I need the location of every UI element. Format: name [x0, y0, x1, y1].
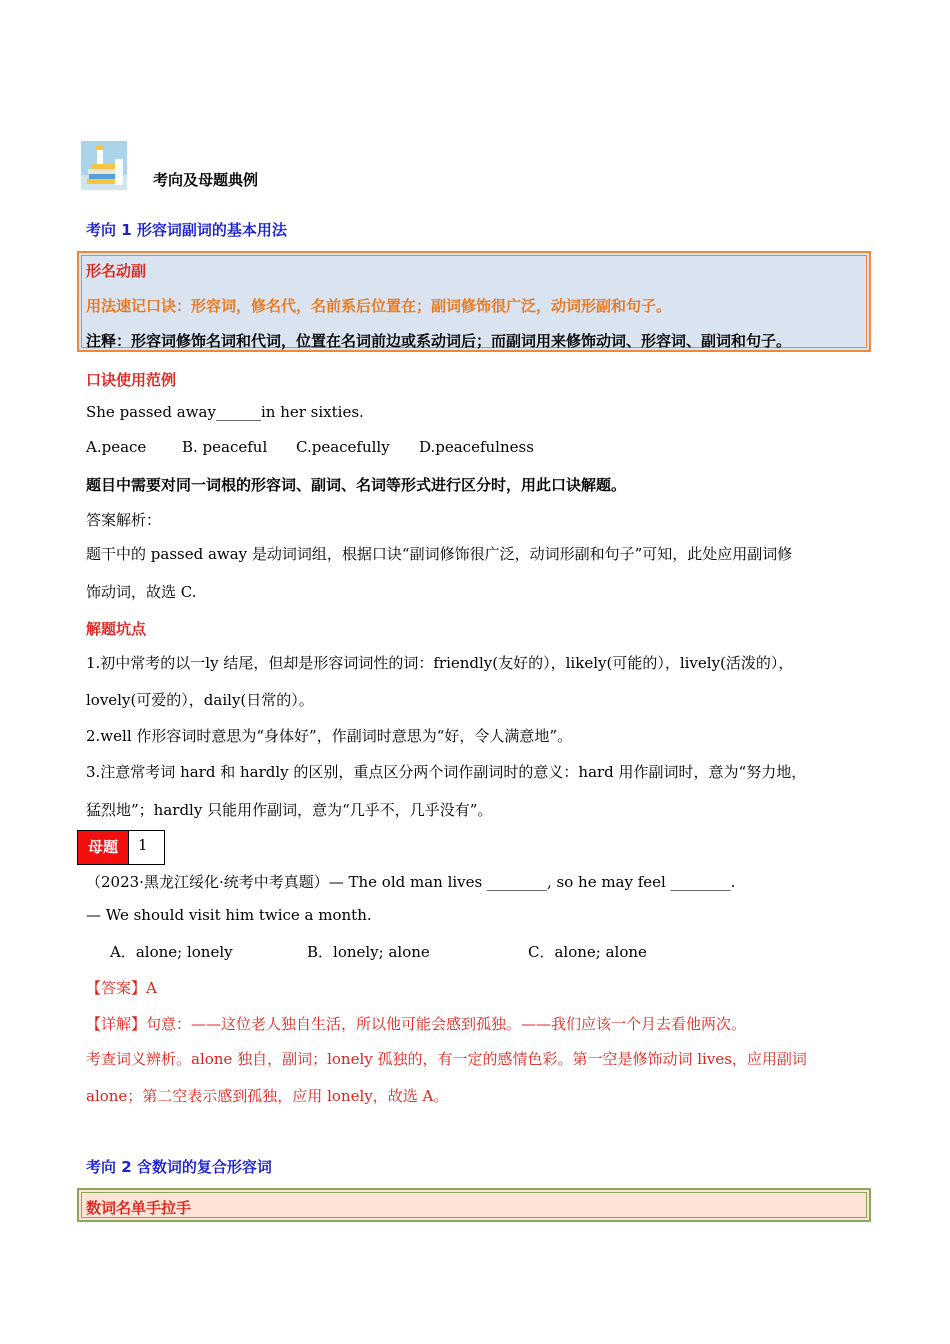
mother-question-tag: 母题: [77, 830, 129, 865]
mother-question-line1: （2023·黑龙江绥化·统考中考真题）— The old man lives ________, so he may feel ________.: [86, 873, 736, 891]
analysis-label: 答案解析：: [86, 511, 162, 529]
answer-text: 【答案】A: [86, 979, 157, 997]
detail-line3: alone；第二空表示感到孤独，应用 lonely，故选 A。: [86, 1087, 449, 1105]
example-heading: 口诀使用范例: [86, 371, 177, 389]
option-d: D.peacefulness: [419, 438, 534, 456]
pitfall1-line1: 1.初中常考的以一ly 结尾，但却是形容词词性的词：friendly(友好的），likely(可能的），lively(活泼的），: [86, 654, 794, 672]
mq-option-a: A．alone; lonely: [110, 943, 233, 961]
mq-option-b: B．lonely; alone: [307, 943, 430, 961]
rule-box-2-title: 数词名单手拉手: [86, 1199, 192, 1217]
option-a: A.peace: [86, 438, 147, 456]
mother-question-number: 1: [128, 830, 165, 865]
tip-text: 题目中需要对同一词根的形容词、副词、名词等形式进行区分时，用此口诀解题。: [86, 476, 627, 494]
analysis-line1: 题干中的 passed away 是动词词组，根据口诀“副词修饰很广泛，动词形副和句子”可知，此处应用副词修: [86, 545, 793, 563]
books-icon: [81, 141, 127, 190]
option-b: B. peaceful: [182, 438, 268, 456]
detail-line2: 考查词义辨析。alone 独自，副词；lonely 孤独的，有一定的感情色彩。第一空是修饰动词 lives，应用副词: [86, 1050, 807, 1068]
pitfall2: 2.well 作形容词时意思为“身体好”，作副词时意思为“好，令人满意地”。: [86, 727, 573, 745]
pitfall1-line2: lovely(可爱的），daily(日常的）。: [86, 691, 314, 709]
pitfall3-line2: 猛烈地”；hardly 只能用作副词，意为“几乎不，几乎没有”。: [86, 801, 493, 819]
pitfall3-line1: 3.注意常考词 hard 和 hardly 的区别，重点区分两个词作副词时的意义：hard 用作副词时，意为“努力地，: [86, 763, 807, 781]
rule-box-note: 注释：形容词修饰名词和代词，位置在名词前边或系动词后；而副词用来修饰动词、形容词、副词和句子。: [86, 332, 792, 350]
mother-question-line2: — We should visit him twice a month.: [86, 906, 372, 924]
section2-heading: 考向 2 含数词的复合形容词: [86, 1158, 272, 1176]
rule-box-mnemonic: 用法速记口诀：形容词，修名代，名前系后位置在；副词修饰很广泛，动词形副和句子。: [86, 297, 672, 315]
analysis-line2: 饰动词，故选 C.: [86, 583, 197, 601]
header-title: 考向及母题典例: [153, 171, 259, 189]
rule-box-title: 形名动副: [86, 262, 147, 280]
section1-heading: 考向 1 形容词副词的基本用法: [86, 221, 287, 239]
mq-option-c: C．alone; alone: [528, 943, 647, 961]
pitfall-heading: 解题坑点: [86, 620, 147, 638]
option-c: C.peacefully: [296, 438, 390, 456]
detail-line1: 【详解】句意：——这位老人独自生活，所以他可能会感到孤独。——我们应该一个月去看他两次。: [86, 1015, 747, 1033]
example-question: She passed away______in her sixties.: [86, 403, 364, 421]
rule-box-2: [77, 1188, 871, 1222]
